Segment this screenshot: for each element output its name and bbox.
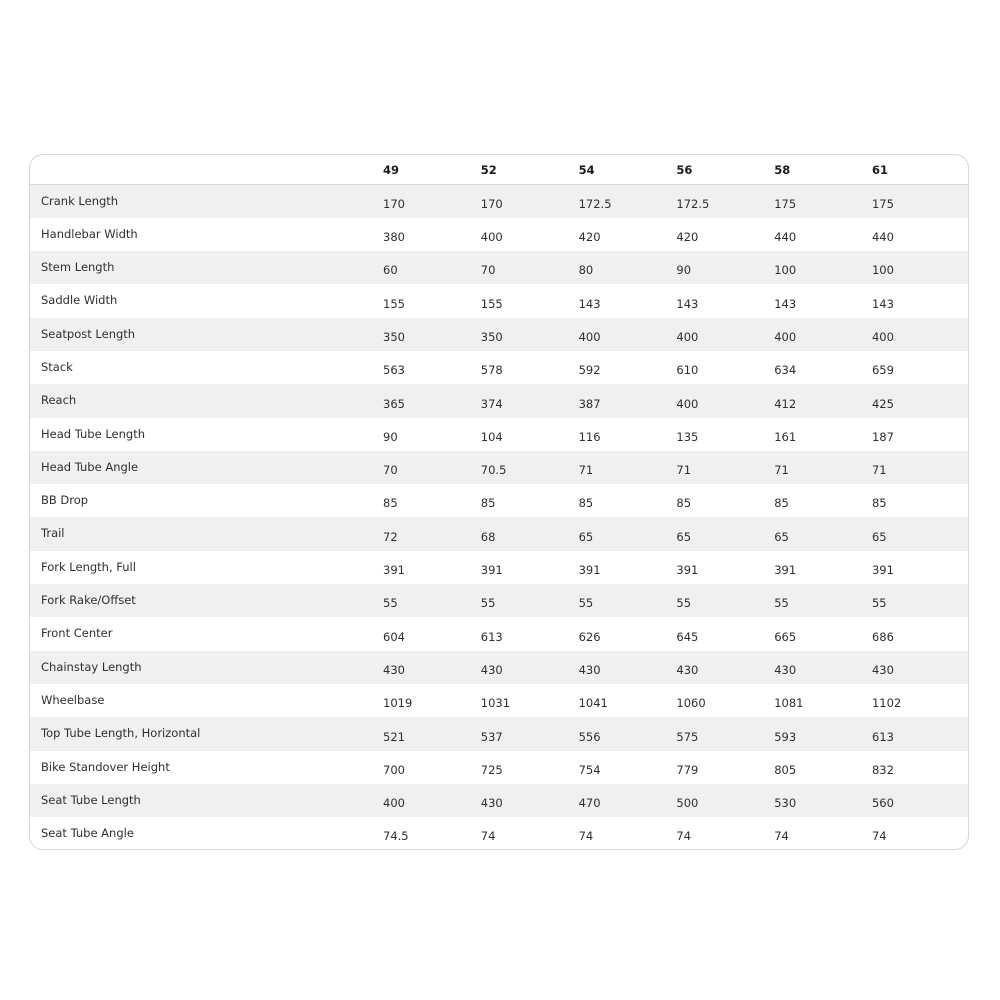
- table-cell: 754: [578, 762, 601, 777]
- table-cell: 365: [383, 384, 481, 417]
- table-cell: 400: [774, 318, 872, 351]
- row-label: Saddle Width: [41, 293, 118, 308]
- row-label: Wheelbase: [41, 692, 105, 707]
- table-cell: 175: [774, 185, 872, 218]
- table-cell: 143: [871, 296, 894, 311]
- table-row: [30, 318, 969, 351]
- table-cell: 1081: [774, 696, 804, 711]
- table-row: [30, 584, 969, 617]
- table-cell: 470: [579, 784, 677, 817]
- table-cell: 593: [774, 717, 872, 750]
- table-cell: 172.5: [676, 185, 774, 218]
- header-row: [30, 155, 969, 185]
- table-cell: 70: [481, 251, 579, 284]
- row-label: Seat Tube Length: [30, 784, 383, 817]
- row-label: Crank Length: [30, 185, 383, 218]
- table-cell: 560: [872, 784, 969, 817]
- table-cell: 85: [480, 496, 496, 511]
- size-header: 58: [774, 155, 872, 185]
- row-label: Bike Standover Height: [41, 759, 170, 774]
- table-cell: 175: [872, 185, 969, 218]
- table-cell: 172.5: [579, 185, 677, 218]
- row-label: Chainstay Length: [30, 651, 383, 684]
- table-cell: 71: [579, 451, 677, 484]
- table-row: [30, 784, 969, 817]
- table-cell: 65: [774, 517, 872, 550]
- table-cell: 391: [871, 563, 894, 578]
- table-cell: 65: [872, 517, 969, 550]
- table-cell: 143: [676, 296, 699, 311]
- row-label: Stem Length: [30, 251, 383, 284]
- table-cell: 521: [383, 717, 481, 750]
- table-cell: 400: [579, 318, 677, 351]
- table-cell: 170: [481, 185, 579, 218]
- row-label: Fork Length, Full: [41, 559, 136, 574]
- table-row: [30, 751, 969, 784]
- row-label: Seatpost Length: [30, 318, 383, 351]
- table-cell: 143: [578, 296, 601, 311]
- table-cell: 374: [481, 384, 579, 417]
- row-label: Reach: [30, 384, 383, 417]
- size-header: 49: [383, 155, 481, 185]
- table-row: [30, 451, 969, 484]
- table-cell: 626: [578, 629, 601, 644]
- table-cell: 71: [676, 451, 774, 484]
- table-cell: 634: [774, 363, 797, 378]
- table-cell: 391: [774, 563, 797, 578]
- table-cell: 350: [383, 318, 481, 351]
- table-cell: 420: [676, 230, 699, 245]
- row-label: Fork Rake/Offset: [30, 584, 383, 617]
- table-row: [30, 284, 969, 317]
- table-cell: 500: [676, 784, 774, 817]
- table-cell: 85: [774, 496, 789, 511]
- table-cell: 613: [480, 629, 503, 644]
- table-row: [30, 617, 969, 650]
- table-cell: 135: [676, 429, 699, 444]
- table-cell: 72: [383, 517, 481, 550]
- table-cell: 563: [383, 363, 405, 378]
- size-header: 52: [481, 155, 579, 185]
- table-cell: 412: [774, 384, 872, 417]
- size-header: 54: [579, 155, 677, 185]
- table-cell: 430: [774, 651, 872, 684]
- table-row: [30, 684, 969, 717]
- table-cell: 779: [676, 762, 699, 777]
- size-header: 61: [872, 155, 969, 185]
- table-cell: 400: [676, 384, 774, 417]
- table-cell: 100: [774, 251, 872, 284]
- table-cell: 430: [481, 651, 579, 684]
- table-row: [30, 251, 969, 284]
- table-cell: 85: [676, 496, 692, 511]
- table-cell: 400: [872, 318, 969, 351]
- table-cell: 170: [383, 185, 481, 218]
- table-cell: 665: [774, 629, 797, 644]
- table-cell: 430: [579, 651, 677, 684]
- table-cell: 68: [481, 517, 579, 550]
- table-cell: 391: [480, 563, 503, 578]
- table-cell: 350: [481, 318, 579, 351]
- table-cell: 659: [871, 363, 894, 378]
- table-cell: 387: [579, 384, 677, 417]
- row-label: Top Tube Length, Horizontal: [30, 717, 383, 750]
- table-cell: 143: [774, 296, 797, 311]
- table-cell: 578: [480, 363, 503, 378]
- table-cell: 55: [579, 584, 677, 617]
- table-cell: 90: [676, 251, 774, 284]
- table-row: [30, 185, 969, 218]
- table-cell: 430: [676, 651, 774, 684]
- table-cell: 592: [578, 363, 601, 378]
- geometry-table: [30, 155, 969, 850]
- table-cell: 55: [481, 584, 579, 617]
- table-cell: 530: [774, 784, 872, 817]
- table-row: [30, 384, 969, 417]
- table-cell: 537: [481, 717, 579, 750]
- table-cell: 430: [481, 784, 579, 817]
- row-label: BB Drop: [41, 493, 89, 508]
- table-cell: 391: [578, 563, 601, 578]
- table-cell: 440: [774, 230, 797, 245]
- row-label: Head Tube Length: [41, 426, 145, 441]
- table-cell: 613: [872, 717, 969, 750]
- table-row: [30, 551, 969, 584]
- table-cell: 420: [578, 230, 601, 245]
- row-label: Head Tube Angle: [30, 451, 383, 484]
- table-cell: 65: [579, 517, 677, 550]
- table-cell: 1041: [578, 696, 608, 711]
- table-cell: 104: [480, 429, 503, 444]
- table-cell: 85: [383, 496, 398, 511]
- table-cell: 55: [676, 584, 774, 617]
- row-label: Stack: [41, 359, 73, 374]
- table-cell: 60: [383, 251, 481, 284]
- table-cell: 832: [871, 762, 894, 777]
- header-label-cell: [30, 155, 383, 185]
- table-cell: 556: [579, 717, 677, 750]
- table-cell: 400: [480, 230, 503, 245]
- geometry-table-card: [29, 154, 969, 850]
- table-cell: 116: [578, 429, 601, 444]
- table-cell: 71: [774, 451, 872, 484]
- table-cell: 74: [578, 829, 594, 844]
- table-cell: 161: [774, 429, 797, 444]
- table-cell: 90: [383, 429, 398, 444]
- table-cell: 700: [383, 762, 405, 777]
- table-row: [30, 817, 969, 850]
- table-body: [30, 185, 969, 851]
- table-cell: 400: [676, 318, 774, 351]
- table-row: [30, 484, 969, 517]
- table-cell: 85: [578, 496, 594, 511]
- table-cell: 686: [871, 629, 894, 644]
- table-cell: 604: [383, 629, 405, 644]
- table-cell: 425: [872, 384, 969, 417]
- table-cell: 71: [872, 451, 969, 484]
- table-cell: 74.5: [383, 829, 409, 844]
- size-header: 56: [676, 155, 774, 185]
- table-cell: 1019: [383, 696, 413, 711]
- table-cell: 391: [383, 563, 405, 578]
- table-cell: 70.5: [481, 451, 579, 484]
- table-cell: 74: [480, 829, 496, 844]
- table-cell: 440: [871, 230, 894, 245]
- table-cell: 805: [774, 762, 797, 777]
- table-cell: 1102: [871, 696, 902, 711]
- table-row: [30, 351, 969, 384]
- table-row: [30, 418, 969, 451]
- table-cell: 1031: [480, 696, 511, 711]
- table-cell: 155: [383, 296, 405, 311]
- table-row: [30, 218, 969, 251]
- table-cell: 430: [872, 651, 969, 684]
- row-label: Front Center: [41, 626, 113, 641]
- table-cell: 610: [676, 363, 699, 378]
- table-cell: 187: [871, 429, 894, 444]
- table-cell: 100: [872, 251, 969, 284]
- table-cell: 55: [383, 584, 481, 617]
- table-cell: 155: [480, 296, 503, 311]
- row-label: Trail: [30, 517, 383, 550]
- table-cell: 55: [774, 584, 872, 617]
- table-row: [30, 517, 969, 550]
- table-cell: 725: [480, 762, 503, 777]
- table-cell: 74: [676, 829, 692, 844]
- table-cell: 1060: [676, 696, 706, 711]
- table-cell: 85: [871, 496, 887, 511]
- table-cell: 74: [774, 829, 789, 844]
- row-label: Seat Tube Angle: [41, 826, 134, 841]
- table-cell: 400: [383, 784, 481, 817]
- table-cell: 430: [383, 651, 481, 684]
- table-cell: 575: [676, 717, 774, 750]
- table-cell: 55: [872, 584, 969, 617]
- table-cell: 74: [871, 829, 887, 844]
- table-cell: 65: [676, 517, 774, 550]
- table-cell: 70: [383, 451, 481, 484]
- table-cell: 645: [676, 629, 699, 644]
- table-row: [30, 717, 969, 750]
- table-cell: 380: [383, 230, 405, 245]
- table-cell: 391: [676, 563, 699, 578]
- row-label: Handlebar Width: [41, 226, 138, 241]
- table-row: [30, 651, 969, 684]
- table-cell: 80: [579, 251, 677, 284]
